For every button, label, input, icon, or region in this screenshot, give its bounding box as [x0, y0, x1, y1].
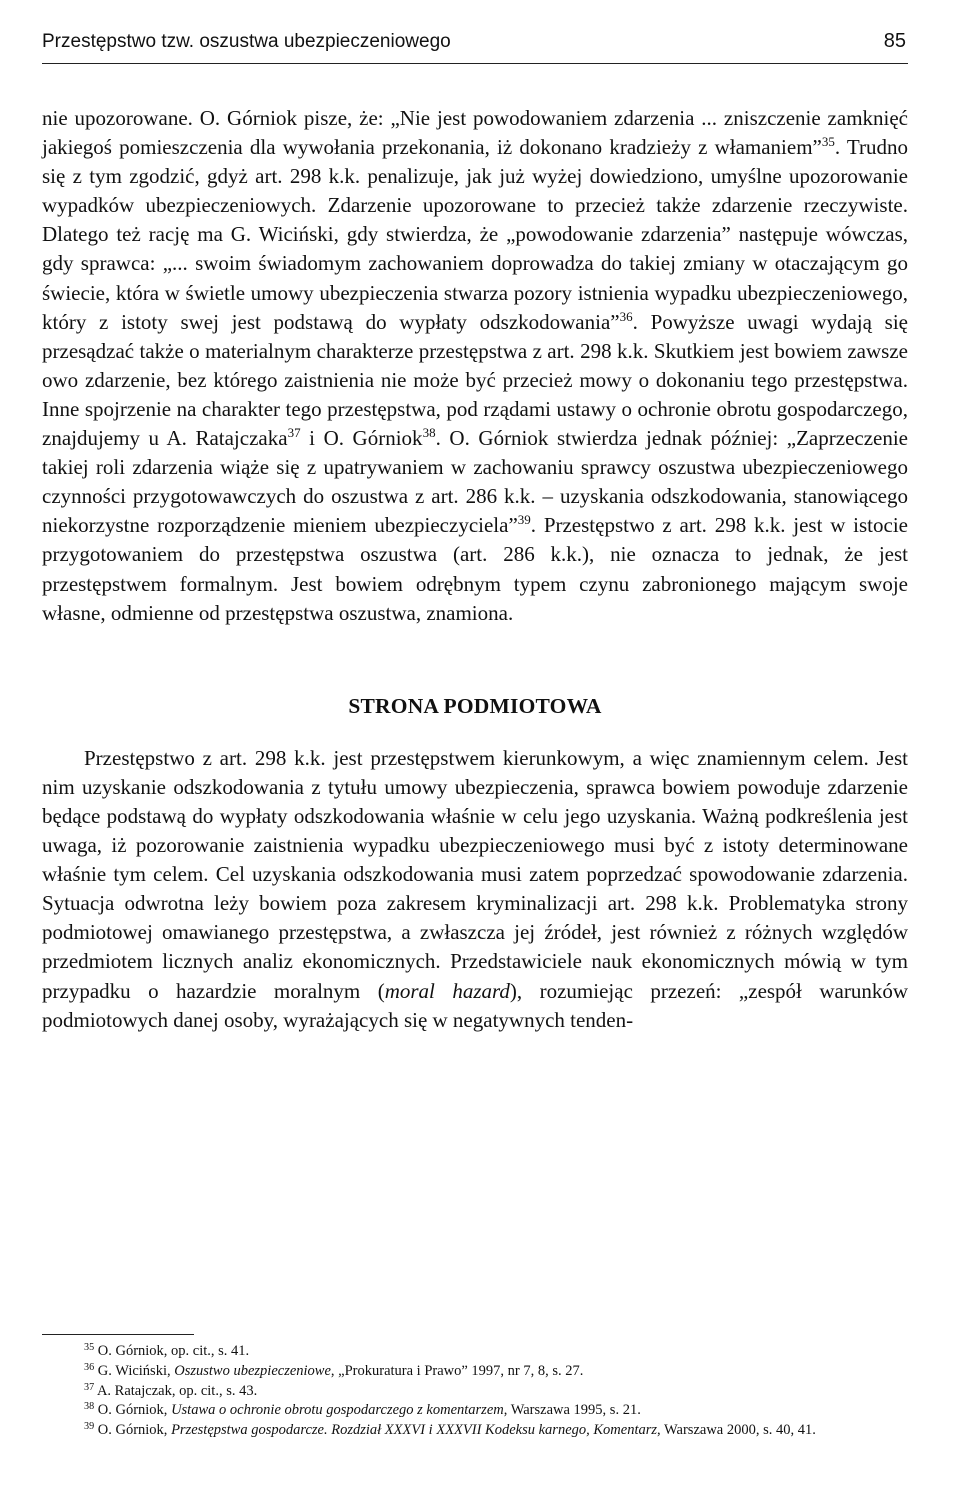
footnote-number: 39 [84, 1421, 95, 1433]
footnote-text-end: , Warszawa 1995, s. 21. [503, 1402, 641, 1419]
section-heading: STRONA PODMIOTOWA [348, 693, 602, 718]
footnote-text: O. Górniok, op. cit., s. 41. [94, 1343, 250, 1359]
footnote-36 [42, 1362, 908, 1382]
footnote-text: O. Górniok, [94, 1402, 172, 1419]
footnote-text-end: , „Prokuratura i Prawo” 1997, nr 7, 8, s. 27. [330, 1362, 584, 1379]
footnote-ref-35: 35 [821, 134, 835, 150]
paragraph-1-text-b: . Trudno się z tym zgodzić, gdyż art. 298 k.k. penalizuje, jak już wyżej dowiedziono, umyślne upozorowanie wypadków ubezpieczeniowych. Zdarzenie upozorowane to przecież także zdarzenie rzeczywiste. Dlatego też rację ma G. Wiciński, gdy stwierdza, że „powodowanie zdarzenia” następuje wówczas, gdy sprawca: „... swoim świadomym zachowaniem doprowadza do takiej zmiany w otaczającym go świecie, która w świetle umowy ubezpieczenia stwarza pozory istnienia wypadku ubezpieczeniowego, który z istoty swej jest podstawą do wypłaty odszkodowania” [42, 135, 909, 334]
footnote-ref-37: 37 [287, 425, 301, 441]
footnote-number: 38 [84, 1401, 95, 1413]
header-rule [42, 63, 908, 64]
footnote-title: Ustawa o ochronie obrotu gospodarczego z komentarzem [171, 1402, 504, 1419]
footnote-35 [42, 1342, 908, 1362]
footnote-title: Oszustwo ubezpieczeniowe [174, 1362, 331, 1379]
footnote-ref-38: 38 [422, 425, 436, 441]
paragraph-2-text-a: Przestępstwo z art. 298 k.k. jest przestępstwem kierunkowym, a więc znamiennym celem. Jest nim uzyskanie odszkodowania z tytułu umowy ubezpieczenia, sprawca bowiem powoduje zdarzenie będące podstawą do wypłaty odszkodowania właśnie w celu jego uzyskania. Ważną podkreślenia jest uwaga, iż pozorowanie zaistnienia wypadku ubezpieczeniowego musi być z istoty determinowane właśnie tym celem. Cel uzyskania odszkodowania musi zatem poprzedzać spowodowanie zdarzenia. Sytuacja odwrotna leży bowiem poza zakresem kryminalizacji art. 298 k.k. Problematyka strony podmiotowej omawianego przestępstwa, a zwłaszcza jej źródeł, jest również z różnych względów przedmiotem licznych analiz ekonomicznych. Przedstawiciele nauk ekonomicznych mówią w tym przypadku o hazardzie moralnym ( [42, 745, 908, 1003]
footnote-number: 35 [84, 1341, 95, 1353]
paragraph-2-text-b: ), rozumiejąc przezeń: „zespół warunków podmiotowych danej osoby, wyrażających się w negatywnych tenden- [42, 978, 908, 1032]
paragraph-2 [42, 744, 908, 1035]
paragraph-1-text-f: . Przestępstwo z art. 298 k.k. jest w istocie przygotowaniem do przestępstwa oszustwa (art. 286 k.k.), nie oznacza to jednak, że jest przestępstwem formalnym. Jest bowiem odrębnym typem czynu zabronionego mającym swoje własne, odmienne od przestępstwa oszustwa, znamiona. [42, 513, 908, 625]
paragraph-1-text-c: . Powyższe uwagi wydają się przesądzać także o materialnym charakterze przestępstwa z art. 298 k.k. Skutkiem jest bowiem zawsze owo zdarzenie, bez którego zaistnienia nie może być przecież mowy o dokonaniu tego przestępstwa. Inne spojrzenie na charakter tego przestępstwa, pod rządami ustawy o ochronie obrotu gospodarczego, znajdujemy u A. Ratajczaka [42, 309, 908, 451]
footnote-39 [42, 1421, 908, 1441]
footnote-text: G. Wiciński, [94, 1362, 175, 1379]
footnote-title: Przestępstwa gospodarcze. Rozdział XXXVI i XXXVII Kodeksu karnego, Komentarz [171, 1422, 658, 1439]
paragraph-1-text-e: . O. Górniok stwierdza jednak później: „Zaprzeczenie takiej roli zdarzenia wiąże się z upatrywaniem w zachowaniu sprawcy oszustwa ubezpieczeniowego czynności przygotowawczych do oszustwa z art. 286 k.k. – uzyskania odszkodowania, stanowiącego niekorzystne rozporządzenie mieniem ubezpieczyciela” [42, 426, 909, 538]
paragraph-1 [42, 104, 908, 628]
footnote-ref-36: 36 [619, 308, 633, 324]
paragraph-1-text-a: nie upozorowane. O. Górniok pisze, że: „Nie jest powodowaniem zdarzenia ... zniszczenie zamknięć jakiegoś pomieszczenia dla wywołania przekonania, iż dokonano kradzieży z włamaniem” [42, 106, 908, 160]
italic-term: moral hazard [384, 978, 510, 1003]
main-text [42, 104, 908, 1035]
footnote-text: O. Górniok, [94, 1422, 172, 1439]
footnote-38 [42, 1401, 908, 1421]
footnote-37 [42, 1382, 908, 1402]
footnote-text: A. Ratajczak, op. cit., s. 43. [94, 1382, 258, 1399]
paragraph-1-text-d: i O. Górniok [300, 426, 423, 451]
footnotes [42, 1342, 908, 1441]
running-header [42, 30, 908, 53]
footnote-number: 37 [84, 1381, 95, 1393]
footnote-ref-39: 39 [517, 512, 531, 528]
page-number: 85 [883, 30, 906, 52]
footnote-number: 36 [84, 1361, 95, 1373]
footnote-rule [42, 1334, 194, 1335]
running-title: Przestępstwo tzw. oszustwa ubezpieczeniowego [42, 31, 451, 52]
footnote-text-end: , Warszawa 2000, s. 40, 41. [657, 1422, 816, 1439]
